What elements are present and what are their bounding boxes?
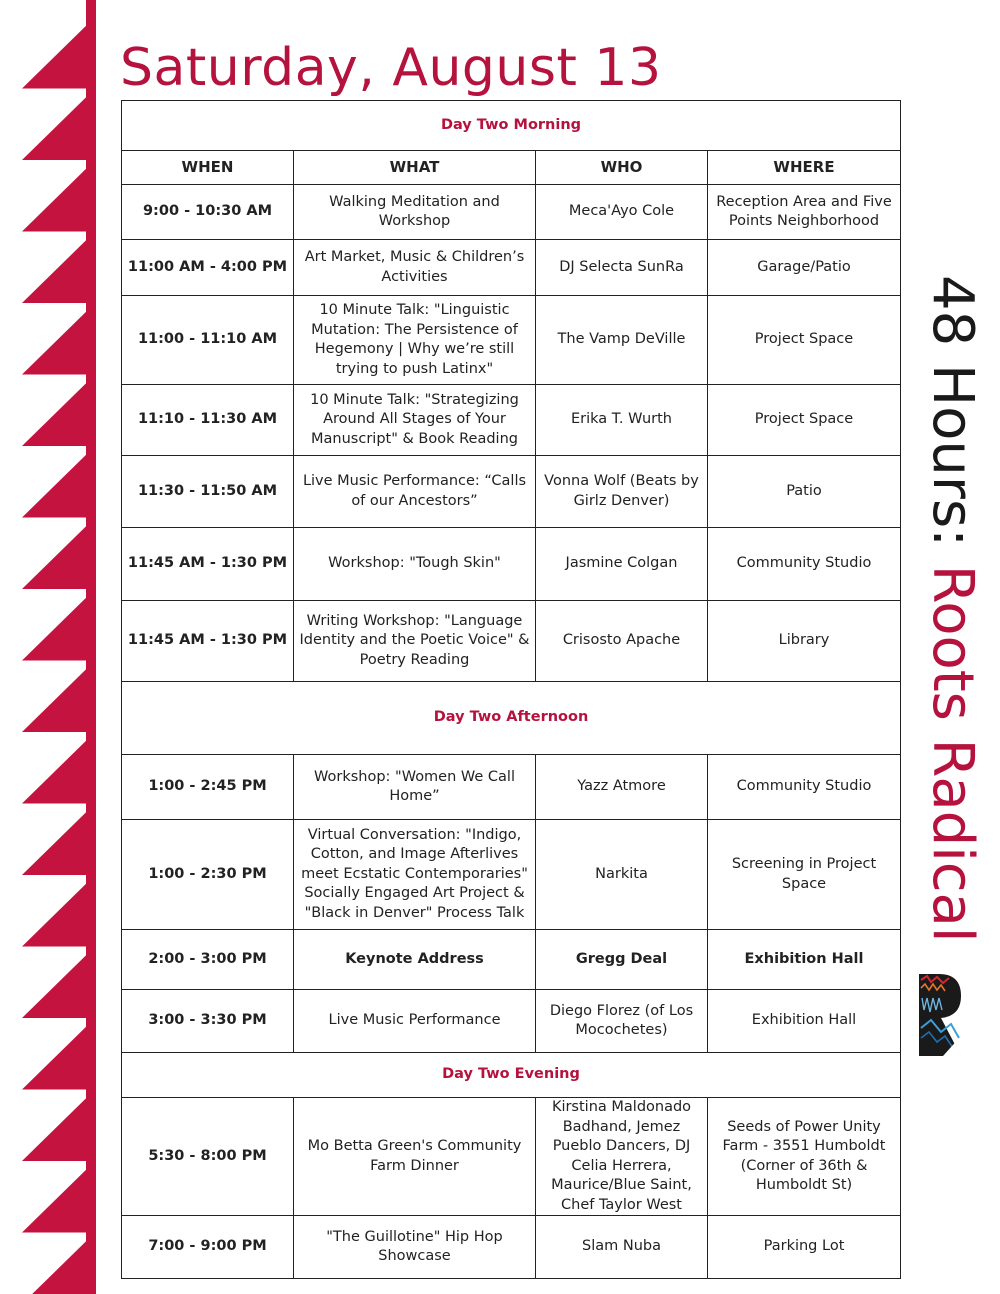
border-triangle	[22, 89, 95, 161]
who-cell: Diego Florez (of Los Mocochetes)	[536, 990, 708, 1053]
when-cell: 2:00 - 3:00 PM	[122, 930, 294, 990]
border-triangle	[22, 875, 95, 947]
who-cell: DJ Selecta SunRa	[536, 240, 708, 296]
schedule-row	[122, 990, 901, 1053]
schedule-row	[122, 820, 901, 930]
what-cell: Workshop: "Women We Call Home”	[294, 755, 536, 820]
side-title	[908, 275, 988, 942]
who-cell: The Vamp DeVille	[536, 296, 708, 385]
schedule-row	[122, 240, 901, 296]
page-title: Saturday, August 13	[120, 38, 662, 98]
who-cell: Gregg Deal	[536, 930, 708, 990]
who-cell: Slam Nuba	[536, 1216, 708, 1279]
who-cell: Jasmine Colgan	[536, 528, 708, 601]
where-cell: Reception Area and Five Points Neighborhood	[708, 185, 901, 240]
border-triangle	[22, 1090, 95, 1162]
who-cell: Meca'Ayo Cole	[536, 185, 708, 240]
who-cell: Erika T. Wurth	[536, 385, 708, 456]
column-header-row	[122, 151, 901, 185]
section-title-evening: Day Two Evening	[122, 1053, 901, 1098]
schedule-row	[122, 528, 901, 601]
who-cell: Yazz Atmore	[536, 755, 708, 820]
what-cell: Live Music Performance: “Calls of our Ancestors”	[294, 456, 536, 528]
who-cell: Narkita	[536, 820, 708, 930]
border-triangle	[22, 446, 95, 518]
border-triangle	[22, 375, 95, 447]
where-cell: Exhibition Hall	[708, 930, 901, 990]
border-triangle	[22, 160, 95, 232]
border-triangle	[22, 589, 95, 661]
what-cell: Writing Workshop: "Language Identity and the Poetic Voice" & Poetry Reading	[294, 601, 536, 682]
border-triangle	[22, 732, 95, 804]
schedule-row	[122, 456, 901, 528]
when-cell: 1:00 - 2:30 PM	[122, 820, 294, 930]
side-title-accent: Roots Radical	[920, 564, 985, 943]
column-header-what: WHAT	[294, 151, 536, 185]
when-cell: 9:00 - 10:30 AM	[122, 185, 294, 240]
column-header-who: WHO	[536, 151, 708, 185]
what-cell: Mo Betta Green's Community Farm Dinner	[294, 1098, 536, 1216]
when-cell: 7:00 - 9:00 PM	[122, 1216, 294, 1279]
section-title-morning: Day Two Morning	[122, 101, 901, 151]
what-cell: Workshop: "Tough Skin"	[294, 528, 536, 601]
what-cell: Live Music Performance	[294, 990, 536, 1053]
what-cell: "The Guillotine" Hip Hop Showcase	[294, 1216, 536, 1279]
roots-radical-logo	[919, 972, 961, 1058]
schedule-row	[122, 755, 901, 820]
when-cell: 11:00 - 11:10 AM	[122, 296, 294, 385]
where-cell: Screening in Project Space	[708, 820, 901, 930]
border-triangle	[22, 518, 95, 590]
who-cell: Crisosto Apache	[536, 601, 708, 682]
schedule-row	[122, 601, 901, 682]
when-cell: 11:00 AM - 4:00 PM	[122, 240, 294, 296]
when-cell: 11:10 - 11:30 AM	[122, 385, 294, 456]
border-triangle	[22, 804, 95, 876]
schedule-table	[121, 100, 901, 1279]
when-cell: 11:30 - 11:50 AM	[122, 456, 294, 528]
section-title-afternoon: Day Two Afternoon	[122, 682, 901, 755]
section-header-afternoon	[122, 682, 901, 755]
column-header-where: WHERE	[708, 151, 901, 185]
when-cell: 11:45 AM - 1:30 PM	[122, 528, 294, 601]
border-triangle	[22, 232, 95, 304]
where-cell: Parking Lot	[708, 1216, 901, 1279]
border-triangle	[22, 1018, 95, 1090]
what-cell: 10 Minute Talk: "Linguistic Mutation: The Persistence of Hegemony | Why we’re still trying to push Latinx"	[294, 296, 536, 385]
column-header-when: WHEN	[122, 151, 294, 185]
border-triangle	[22, 661, 95, 733]
schedule-row	[122, 930, 901, 990]
section-header-morning	[122, 101, 901, 151]
what-cell: 10 Minute Talk: "Strategizing Around All Stages of Your Manuscript" & Book Reading	[294, 385, 536, 456]
where-cell: Project Space	[708, 296, 901, 385]
who-cell: Vonna Wolf (Beats by Girlz Denver)	[536, 456, 708, 528]
schedule-row	[122, 1098, 901, 1216]
when-cell: 5:30 - 8:00 PM	[122, 1098, 294, 1216]
border-triangle	[22, 1233, 95, 1294]
what-cell: Art Market, Music & Children’s Activities	[294, 240, 536, 296]
when-cell: 1:00 - 2:45 PM	[122, 755, 294, 820]
where-cell: Seeds of Power Unity Farm - 3551 Humboldt (Corner of 36th & Humboldt St)	[708, 1098, 901, 1216]
border-triangle	[22, 947, 95, 1019]
where-cell: Library	[708, 601, 901, 682]
border-triangle	[22, 303, 95, 375]
side-title-prefix: 48 Hours:	[920, 275, 985, 565]
when-cell: 3:00 - 3:30 PM	[122, 990, 294, 1053]
schedule-row	[122, 385, 901, 456]
where-cell: Patio	[708, 456, 901, 528]
what-cell: Virtual Conversation: "Indigo, Cotton, and Image Afterlives meet Ecstatic Contemporaries" Socially Engaged Art Project & "Black in Denver" Process Talk	[294, 820, 536, 930]
when-cell: 11:45 AM - 1:30 PM	[122, 601, 294, 682]
where-cell: Community Studio	[708, 528, 901, 601]
where-cell: Project Space	[708, 385, 901, 456]
schedule-row	[122, 185, 901, 240]
where-cell: Community Studio	[708, 755, 901, 820]
where-cell: Exhibition Hall	[708, 990, 901, 1053]
border-triangle	[22, 17, 95, 89]
where-cell: Garage/Patio	[708, 240, 901, 296]
schedule-row	[122, 296, 901, 385]
left-border-pattern	[0, 0, 100, 1294]
what-cell: Walking Meditation and Workshop	[294, 185, 536, 240]
schedule-row	[122, 1216, 901, 1279]
who-cell: Kirstina Maldonado Badhand, Jemez Pueblo Dancers, DJ Celia Herrera, Maurice/Blue Saint, Chef Taylor West	[536, 1098, 708, 1216]
border-triangle	[22, 1161, 95, 1233]
what-cell: Keynote Address	[294, 930, 536, 990]
section-header-evening	[122, 1053, 901, 1098]
